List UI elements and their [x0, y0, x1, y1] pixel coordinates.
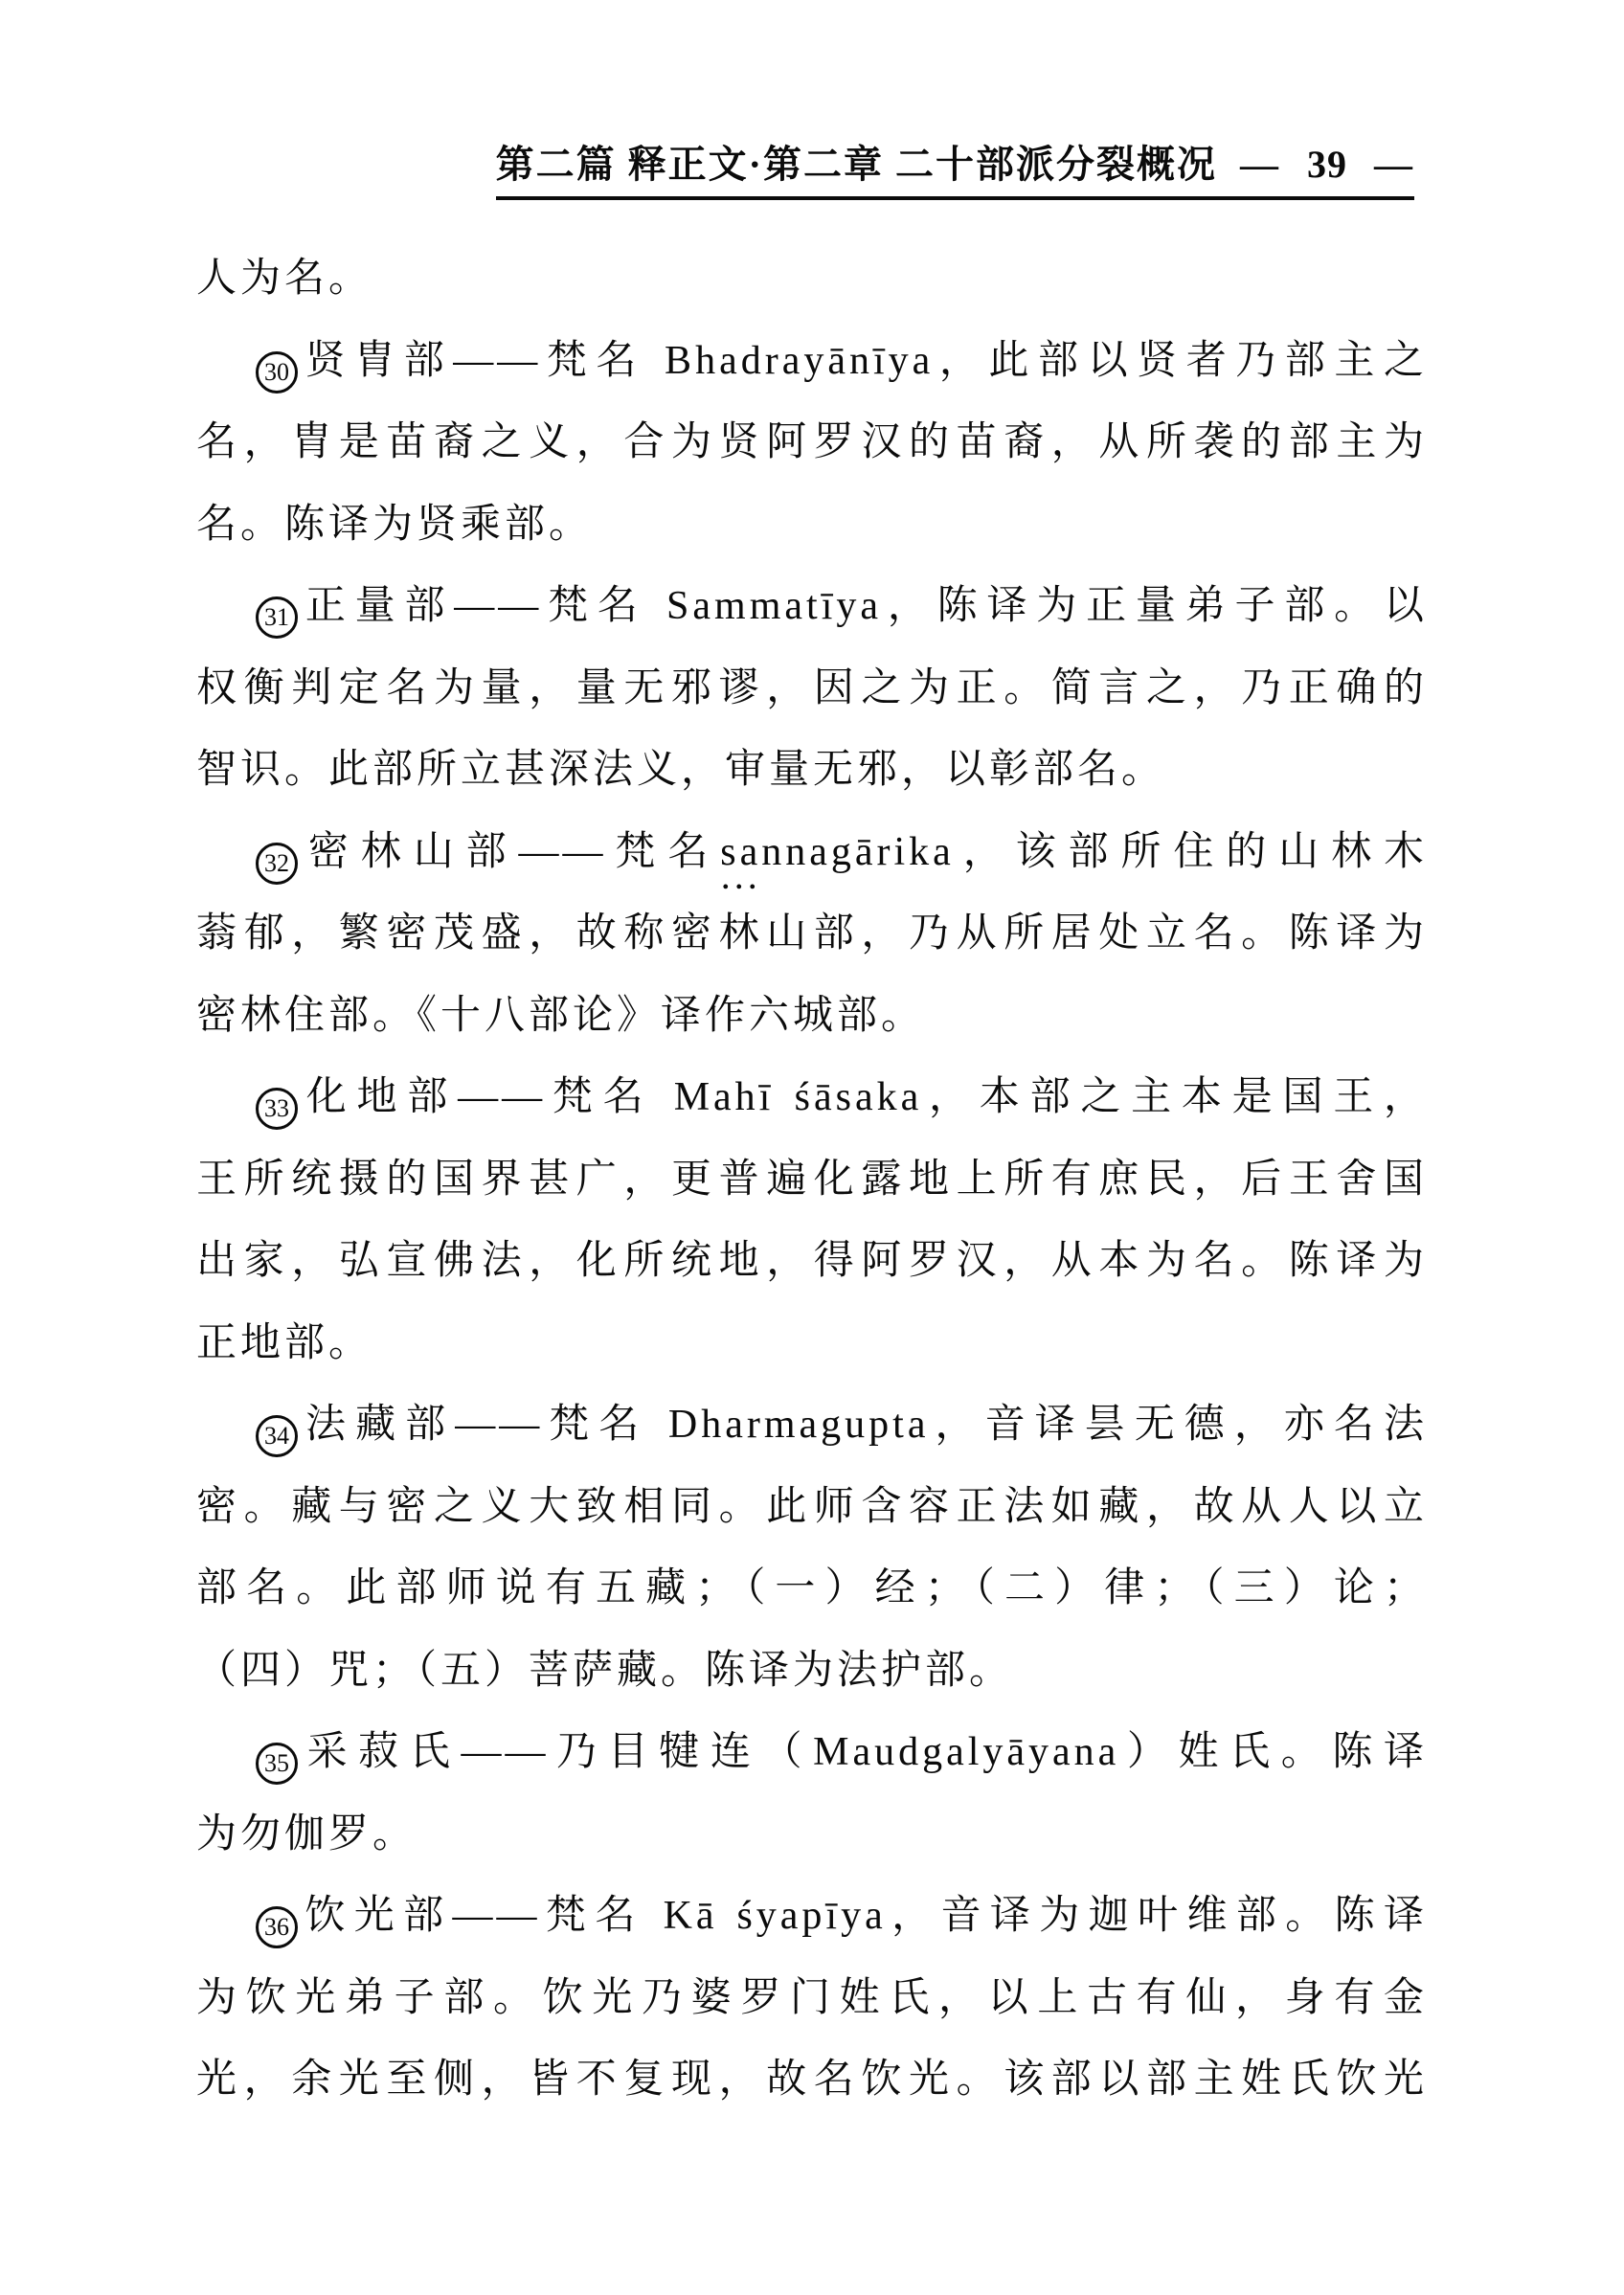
text-line — [196, 730, 1428, 812]
line-text: 出家，弘宣佛法，化所统地，得阿罗汉，从本为名。陈译为 — [196, 1239, 1428, 1283]
line-text: 为饮光弟子部。饮光乃婆罗门姓氏，以上古有仙，身有金 — [196, 1975, 1428, 2020]
text-line — [196, 1712, 1428, 1794]
line-text: 部名。此部师说有五藏；（一）经；（二）律；（三）论； — [196, 1566, 1428, 1610]
line-text: 人为名。 — [196, 257, 373, 301]
text-line — [196, 1303, 1428, 1385]
item-number: 31 — [256, 596, 298, 639]
text-line — [196, 2039, 1428, 2122]
line-text: 密。藏与密之义大致相同。此师含容正法如藏，故从人以立 — [196, 1484, 1428, 1529]
text-line — [196, 812, 1428, 898]
text-line — [196, 484, 1428, 567]
line-text: 化地部——梵名 Mahī śāsaka，本部之主本是国王， — [300, 1075, 1428, 1119]
line-text: 饮光部——梵名 Kā śyapīya，音译为迦叶维部。陈译 — [300, 1894, 1428, 1938]
line-text: ，该部所住的山林木 — [954, 829, 1428, 874]
line-text: 名。陈译为贤乘部。 — [196, 502, 594, 547]
text-line — [196, 1794, 1428, 1877]
line-text: 王所统摄的国界甚广，更普遍化露地上所有庶民，后王舍国 — [196, 1157, 1428, 1202]
line-text: 采菽氏——乃目犍连（Maudgalyāyana）姓氏。陈译 — [300, 1730, 1428, 1774]
item-number: 35 — [256, 1743, 298, 1785]
text-line — [196, 893, 1428, 976]
line-text: 贤胄部——梵名 Bhadrayānīya，此部以贤者乃部主之 — [300, 338, 1428, 383]
text-line — [196, 1139, 1428, 1222]
text-line — [196, 976, 1428, 1058]
sanskrit-term-emphasized: sannagārika • • • — [720, 829, 955, 898]
page-number: 39 — [1307, 143, 1347, 186]
line-text: （四）咒；（五）菩萨藏。陈译为法护部。 — [196, 1648, 1014, 1693]
line-text: 密林山部——梵名 — [300, 829, 721, 874]
running-header — [496, 144, 1414, 200]
line-text: 密林住部。《十八部论》译作六城部。 — [196, 993, 926, 1038]
text-line — [196, 321, 1428, 403]
item-number: 33 — [256, 1088, 298, 1130]
line-text: 智识。此部所立甚深法义，审量无邪，以彰部名。 — [196, 748, 1166, 792]
item-number: 30 — [256, 351, 298, 394]
text-line — [196, 1057, 1428, 1139]
text-line — [196, 1548, 1428, 1631]
emphasis-dots: • • • — [722, 876, 757, 898]
item-number: 32 — [256, 843, 298, 885]
line-text: 正地部。 — [196, 1320, 373, 1365]
text-line — [196, 566, 1428, 648]
item-number: 36 — [256, 1906, 298, 1948]
text-line — [196, 1467, 1428, 1549]
text-line — [196, 1384, 1428, 1467]
line-text: 权衡判定名为量，量无邪谬，因之为正。简言之，乃正确的 — [196, 665, 1428, 710]
text-line — [196, 1221, 1428, 1303]
line-text: 蓊郁，繁密茂盛，故称密林山部，乃从所居处立名。陈译为 — [196, 911, 1428, 956]
item-number: 34 — [256, 1415, 298, 1457]
text-line — [196, 1876, 1428, 1958]
line-text: 正量部——梵名 Sammatīya，陈译为正量弟子部。以 — [300, 584, 1428, 628]
page-header — [196, 144, 1428, 200]
line-text: 名，胄是苗裔之义，合为贤阿罗汉的苗裔，从所袭的部主为 — [196, 420, 1428, 464]
text-line — [196, 648, 1428, 731]
page-number-dash-right: — — [1374, 143, 1414, 186]
text-line — [196, 1958, 1428, 2040]
line-text: 为勿伽罗。 — [196, 1811, 417, 1856]
page-number-dash-left: — — [1240, 143, 1280, 186]
line-text: 法藏部——梵名 Dharmagupta，音译昙无德，亦名法 — [300, 1403, 1428, 1447]
text-line — [196, 1631, 1428, 1713]
text-line — [196, 402, 1428, 484]
text-line — [196, 238, 1428, 321]
content — [196, 238, 1428, 2122]
header-title: 第二篇 释正文·第二章 二十部派分裂概况 — [495, 143, 1217, 186]
line-text: 光，余光至侧，皆不复现，故名饮光。该部以部主姓氏饮光 — [196, 2058, 1428, 2102]
